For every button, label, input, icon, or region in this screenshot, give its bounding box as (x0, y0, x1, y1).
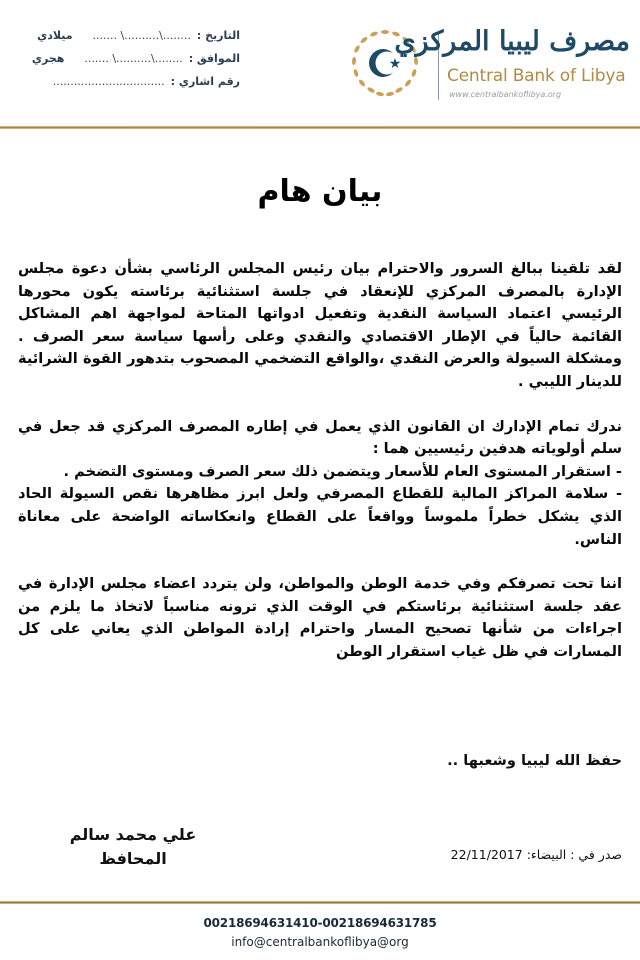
reference-fields (0, 24, 240, 93)
gregorian-date-row (0, 24, 240, 47)
statement-body (18, 258, 622, 664)
hijri-date-row (0, 47, 240, 70)
date-value: ........\..........\ ....... (92, 29, 191, 42)
reference-label: رقم اشاري : (170, 75, 240, 88)
footer-divider (0, 901, 640, 904)
closing-line: حفظ الله ليبيا وشعبها .. (447, 752, 622, 769)
phone-numbers: 00218694631410-00218694631785 (203, 916, 437, 930)
paragraph-3: اننا تحت تصرفكم وفي خدمة الوطن والمواطن، ولن يتردد اعضاء مجلس الإدارة في عقد جلسة استثنائية برئاستكم في الوقت الذي ترونه مناسباً لاتخاذ ما يلزم من اجراءات من شأنها تصحيح المسار واحترام إرادة المواطن الذي يعاني على كل المسارات في ظل غياب استقرار الوطن (18, 575, 622, 660)
paragraph-2: ندرك تمام الإدارك ان القانون الذي يعمل في إطاره المصرف المركزي قد جعل في سلم أولوياته هدفين رئيسيين هما : (18, 417, 622, 458)
date-label: التاريخ : (196, 29, 240, 42)
signatory-title: المحافظ (99, 849, 167, 868)
reference-value: ................................ (52, 75, 165, 88)
issue-place-date: صدر في : البيضاء: 22/11/2017 (450, 847, 622, 862)
bank-website: www.centralbankoflibya.org (449, 90, 562, 99)
hijri-value: ........\..........\ ....... (84, 52, 183, 65)
footer-contact (0, 914, 640, 952)
header-divider (0, 126, 640, 129)
gregorian-label: ميلادي (37, 29, 73, 42)
bullet-item: - استقرار المستوى العام للأسعار ويتضمن ذلك سعر الصرف ومستوى التضخم . (63, 462, 622, 480)
bank-logo (350, 22, 630, 112)
bank-name-english: Central Bank of Libya (447, 66, 626, 86)
signatory-name: علي محمد سالم (69, 825, 197, 844)
hijri-suffix: هجري (31, 52, 65, 65)
hijri-label: الموافق : (188, 52, 240, 65)
email-address[interactable]: info@centralbankoflibya@org (231, 935, 409, 949)
bullet-item: - سلامة المراكز المالية للقطاع المصرفي ولعل ابرز مظاهرها نقص السيولة الحاد الذي يشكل خطراً ملموساً وواقعاً على القطاع وانعكاساته الواضحة على معاناة الناس. (18, 485, 622, 548)
paragraph-1: لقد تلقينا ببالغ السرور والاحترام بيان رئيس المجلس الرئاسي بشأن دعوة مجلس الإدارة بالمصرف المركزي للإنعقاد في جلسة استثنائية برئاسته يكون محورها الرئيسي اعتماد السياسة النقدية وتفعيل ادواتها المتاحة لمواجهة اهم المشاكل القائمة حالياً في الإطار الاقتصادي والنقدي وعلى رأسها سياسة سعر الصرف . ومشكلة السيولة والعرض النقدي ،والواقع التضخمي المصحوب بتدهور القوة الشرائية للدينار الليبي . (18, 260, 622, 390)
letterhead (0, 0, 640, 130)
reference-number-row (0, 70, 240, 93)
bank-name-arabic: مصرف ليبيا المركزي (394, 26, 630, 57)
paragraph-2-block (18, 416, 622, 552)
document-title: بيان هام (257, 174, 383, 209)
signature-block (58, 823, 208, 871)
